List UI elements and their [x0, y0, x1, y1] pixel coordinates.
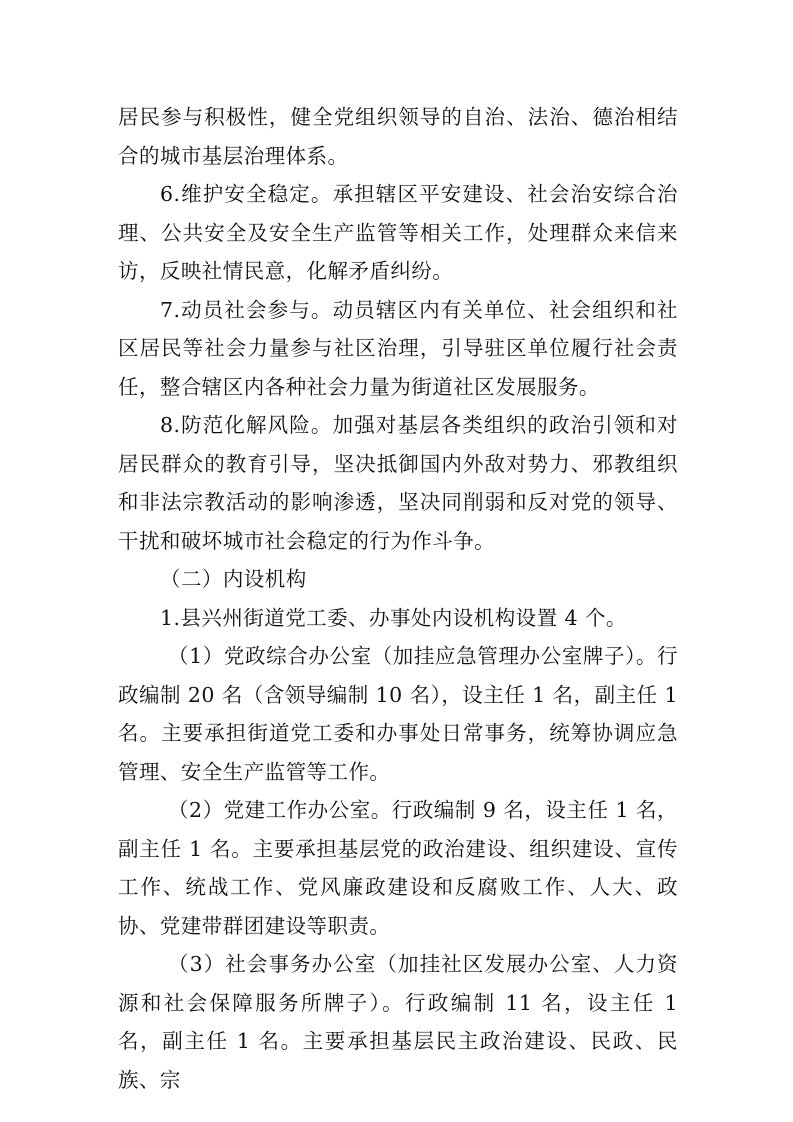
paragraph-item-7: 7.动员社会参与。动员辖区内有关单位、社会组织和社区居民等社会力量参与社区治理，引导驻区单位履行社会责任，整合辖区内各种社会力量为街道社区发展服务。	[118, 297, 678, 399]
paragraph-continuation: 居民参与积极性，健全党组织领导的自治、法治、德治相结合的城市基层治理体系。	[118, 105, 678, 168]
paragraph-office-3: （3）社会事务办公室（加挂社区发展办公室、人力资源和社会保障服务所牌子）。行政编制 11 名，设主任 1 名，副主任 1 名。主要承担基层民主政治建设、民政、民族、宗	[118, 952, 678, 1092]
document-body	[118, 98, 678, 1099]
section-heading: （二）内设机构	[160, 567, 307, 591]
paragraph-office-2: （2）党建工作办公室。行政编制 9 名，设主任 1 名，副主任 1 名。主要承担基层党的政治建设、组织建设、宣传工作、统战工作、党风廉政建设和反腐败工作、人大、政协、党建带群团建设等职责。	[118, 798, 678, 938]
paragraph-sub-1: 1.县兴州街道党工委、办事处内设机构设置 4 个。	[160, 605, 627, 630]
paragraph-office-1: （1）党政综合办公室（加挂应急管理办公室牌子）。行政编制 20 名（含领导编制 10 名），设主任 1 名，副主任 1 名。主要承担街道党工委和办事处日常事务，统筹协调应急管理、安全生产监管等工作。	[118, 644, 678, 784]
paragraph-item-8: 8.防范化解风险。加强对基层各类组织的政治引领和对居民群众的教育引导，坚决抵御国内外敌对势力、邪教组织和非法宗教活动的影响渗透，坚决同削弱和反对党的领导、干扰和破坏城市社会稳定的行为作斗争。	[118, 413, 678, 553]
paragraph-item-6: 6.维护安全稳定。承担辖区平安建设、社会治安综合治理、公共安全及安全生产监管等相关工作，处理群众来信来访，反映社情民意，化解矛盾纠纷。	[118, 182, 678, 283]
